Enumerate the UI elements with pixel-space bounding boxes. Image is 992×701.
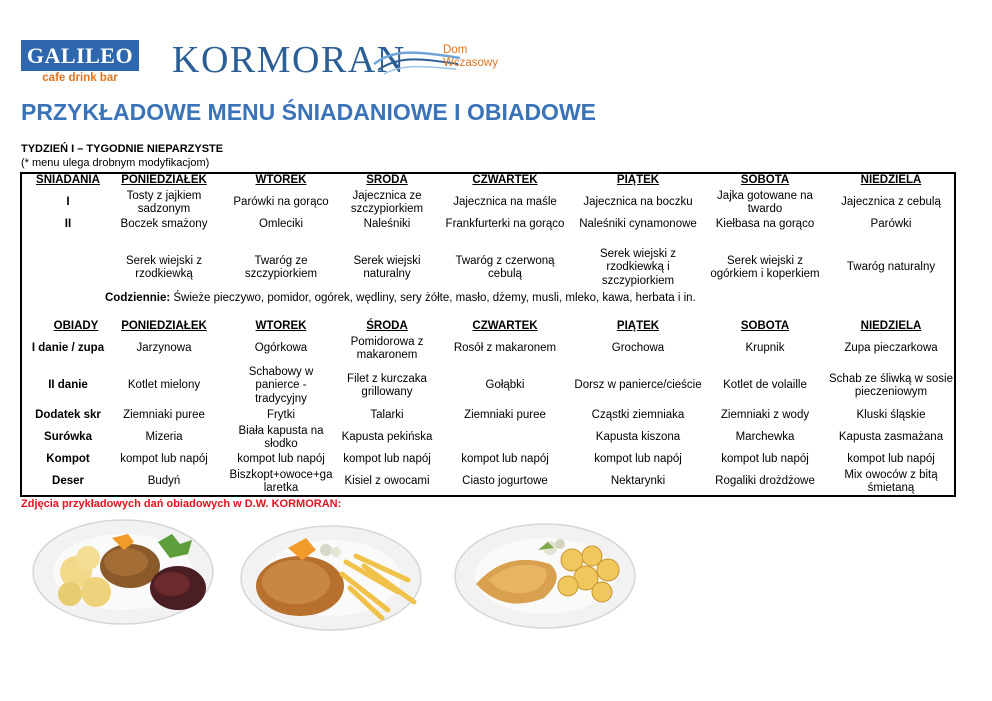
breakfast-day-header: SOBOTA [740, 174, 790, 187]
dinner-row-label: I danie / zupa [31, 342, 105, 355]
dinner-row-label: II danie [48, 379, 88, 392]
dinner-cell: Kluski śląskie [856, 409, 926, 422]
breakfast-day-header: WTOREK [255, 174, 307, 187]
dinner-cell: Pomidorowa z makaronem [350, 335, 424, 361]
kormoran-sub-line2: Wczasowy [443, 57, 498, 69]
dinner-day-header: PIĄTEK [616, 320, 660, 333]
galileo-logo-name: GALILEO [21, 40, 139, 71]
breakfast-cell: Twaróg ze szczypiorkiem [244, 254, 318, 280]
dinner-cell: Talarki [370, 409, 404, 422]
dinner-day-header: WTOREK [255, 320, 307, 333]
breakfast-cell: Twaróg z czerwoną cebulą [455, 254, 555, 280]
dinner-day-header: SOBOTA [740, 320, 790, 333]
dinner-cell: Jarzynowa [136, 342, 192, 355]
kormoran-sub-line1: Dom [443, 44, 468, 56]
breakfast-cell: Twaróg naturalny [846, 261, 936, 274]
breakfast-cell: Parówki na gorąco [233, 196, 329, 209]
dinner-header: OBIADY [53, 320, 99, 333]
breakfast-cell: Naleśniki cynamonowe [579, 218, 697, 231]
dinner-day-header: CZWARTEK [472, 320, 538, 333]
dinner-cell: kompot lub napój [721, 453, 809, 466]
kormoran-logo [172, 40, 502, 82]
breakfast-cell: Serek wiejski z ogórkiem i koperkiem [710, 254, 820, 280]
breakfast-day-header: CZWARTEK [472, 174, 538, 187]
dinner-cell: Ogórkowa [254, 342, 308, 355]
breakfast-header: ŚNIADANIA [36, 174, 100, 187]
dinner-cell: Dorsz w panierce/cieście [574, 379, 702, 392]
breakfast-daily-line [105, 292, 696, 304]
breakfast-day-header: PONIEDZIAŁEK [121, 174, 207, 187]
dinner-cell: Biszkopt+owoce+ga laretka [229, 468, 333, 494]
breakfast-cell: Serek wiejski z rzodkiewką i szczypiorkiem [599, 247, 677, 287]
breakfast-row-label: I [66, 196, 70, 209]
dinner-cell: Budyń [147, 475, 181, 488]
dinner-cell: Kotlet mielony [127, 379, 201, 392]
breakfast-daily-text: Świeże pieczywo, pomidor, ogórek, wędliny, sery żółte, masło, dżemy, musli, mleko, kawa, herbata i in. [170, 292, 696, 304]
dinner-cell: Marchewka [735, 431, 795, 444]
breakfast-cell: Serek wiejski z rzodkiewką [125, 254, 203, 280]
dinner-cell: Filet z kurczaka grillowany [347, 372, 427, 398]
breakfast-cell: Naleśniki [363, 218, 411, 231]
dish-photo-schnitzel-dumplings [30, 514, 216, 626]
dinner-cell: kompot lub napój [461, 453, 549, 466]
dinner-cell: Gołąbki [485, 379, 525, 392]
breakfast-cell: Parówki [870, 218, 912, 231]
dinner-cell: Kotlet de volaille [723, 379, 807, 392]
breakfast-cell: Jajecznica z cebulą [841, 196, 941, 209]
week-title: TYDZIEŃ I – TYGODNIE NIEPARZYSTE [21, 143, 224, 155]
dinner-cell: Kisiel z owocami [344, 475, 430, 488]
page-title: PRZYKŁADOWE MENU ŚNIADANIOWE I OBIADOWE [21, 99, 596, 125]
dinner-cell: kompot lub napój [594, 453, 682, 466]
breakfast-cell: Tosty z jajkiem sadzonym [126, 189, 202, 215]
breakfast-row-label: II [64, 218, 72, 231]
breakfast-cell: Jajecznica na boczku [583, 196, 693, 209]
dinner-cell: Ziemniaki z wody [720, 409, 810, 422]
dinner-cell: kompot lub napój [120, 453, 208, 466]
dinner-cell: Mix owoców z bitą śmietaną [844, 468, 938, 494]
dinner-cell: Frytki [266, 409, 296, 422]
breakfast-cell: Frankfurterki na gorąco [445, 218, 565, 231]
dinner-cell: Schab ze śliwką w sosie pieczeniowym [829, 372, 953, 398]
dinner-cell: Schabowy w panierce - tradycyjny [248, 365, 314, 405]
dinner-cell: Zupa pieczarkowa [844, 342, 938, 355]
dinner-cell: Ziemniaki puree [123, 409, 205, 422]
dinner-cell: kompot lub napój [237, 453, 325, 466]
galileo-logo-tagline: cafe drink bar [42, 72, 118, 84]
dinner-cell: kompot lub napój [343, 453, 431, 466]
dinner-cell: Kapusta kiszona [595, 431, 681, 444]
dinner-cell: Grochowa [611, 342, 665, 355]
dish-photo-cutlet-fries [238, 522, 424, 634]
dinner-cell: Nektarynki [610, 475, 666, 488]
dinner-day-header: NIEDZIELA [860, 320, 922, 333]
dinner-cell: Kapusta pekińska [341, 431, 433, 444]
breakfast-day-header: NIEDZIELA [860, 174, 922, 187]
dinner-cell: Ziemniaki puree [464, 409, 546, 422]
dinner-cell: Kapusta zasmażana [838, 431, 944, 444]
week-note: (* menu ulega drobnym modyfikacjom) [21, 157, 210, 169]
breakfast-cell: Kiełbasa na gorąco [715, 218, 815, 231]
dinner-row-label: Dodatek skr [35, 409, 101, 422]
breakfast-cell: Jajecznica na maśle [453, 196, 557, 209]
dinner-row-label: Deser [52, 475, 84, 488]
breakfast-cell: Jajka gotowane na twardo [717, 189, 813, 215]
breakfast-daily-label: Codziennie: [105, 292, 171, 304]
dinner-cell: Rogaliki drożdżowe [715, 475, 815, 488]
dinner-day-header: PONIEDZIAŁEK [121, 320, 207, 333]
dinner-cell: Biała kapusta na słodko [238, 424, 324, 450]
dinner-cell: kompot lub napój [847, 453, 935, 466]
dinner-cell: Cząstki ziemniaka [591, 409, 685, 422]
photo-caption: Zdjęcia przykładowych dań obiadowych w D.W. KORMORAN: [21, 498, 342, 510]
dinner-cell: Rosół z makaronem [453, 342, 557, 355]
breakfast-cell: Boczek smażony [120, 218, 208, 231]
kormoran-logo-name: KORMORAN [172, 39, 406, 81]
breakfast-cell: Serek wiejski naturalny [353, 254, 421, 280]
breakfast-cell: Jajecznica ze szczypiorkiem [350, 189, 424, 215]
breakfast-day-header: PIĄTEK [616, 174, 660, 187]
dinner-cell: Ciasto jogurtowe [462, 475, 548, 488]
dinner-cell: Mizeria [145, 431, 183, 444]
dinner-cell: Krupnik [745, 342, 785, 355]
kormoran-logo-subtitle [443, 44, 498, 70]
dinner-row-label: Kompot [46, 453, 90, 466]
breakfast-cell: Omleciki [258, 218, 304, 231]
galileo-logo [21, 40, 139, 87]
breakfast-day-header: ŚRODA [366, 174, 408, 187]
dish-photo-fish-potatoes [452, 520, 638, 632]
dinner-row-label: Surówka [44, 431, 92, 444]
dinner-day-header: ŚRODA [366, 320, 408, 333]
